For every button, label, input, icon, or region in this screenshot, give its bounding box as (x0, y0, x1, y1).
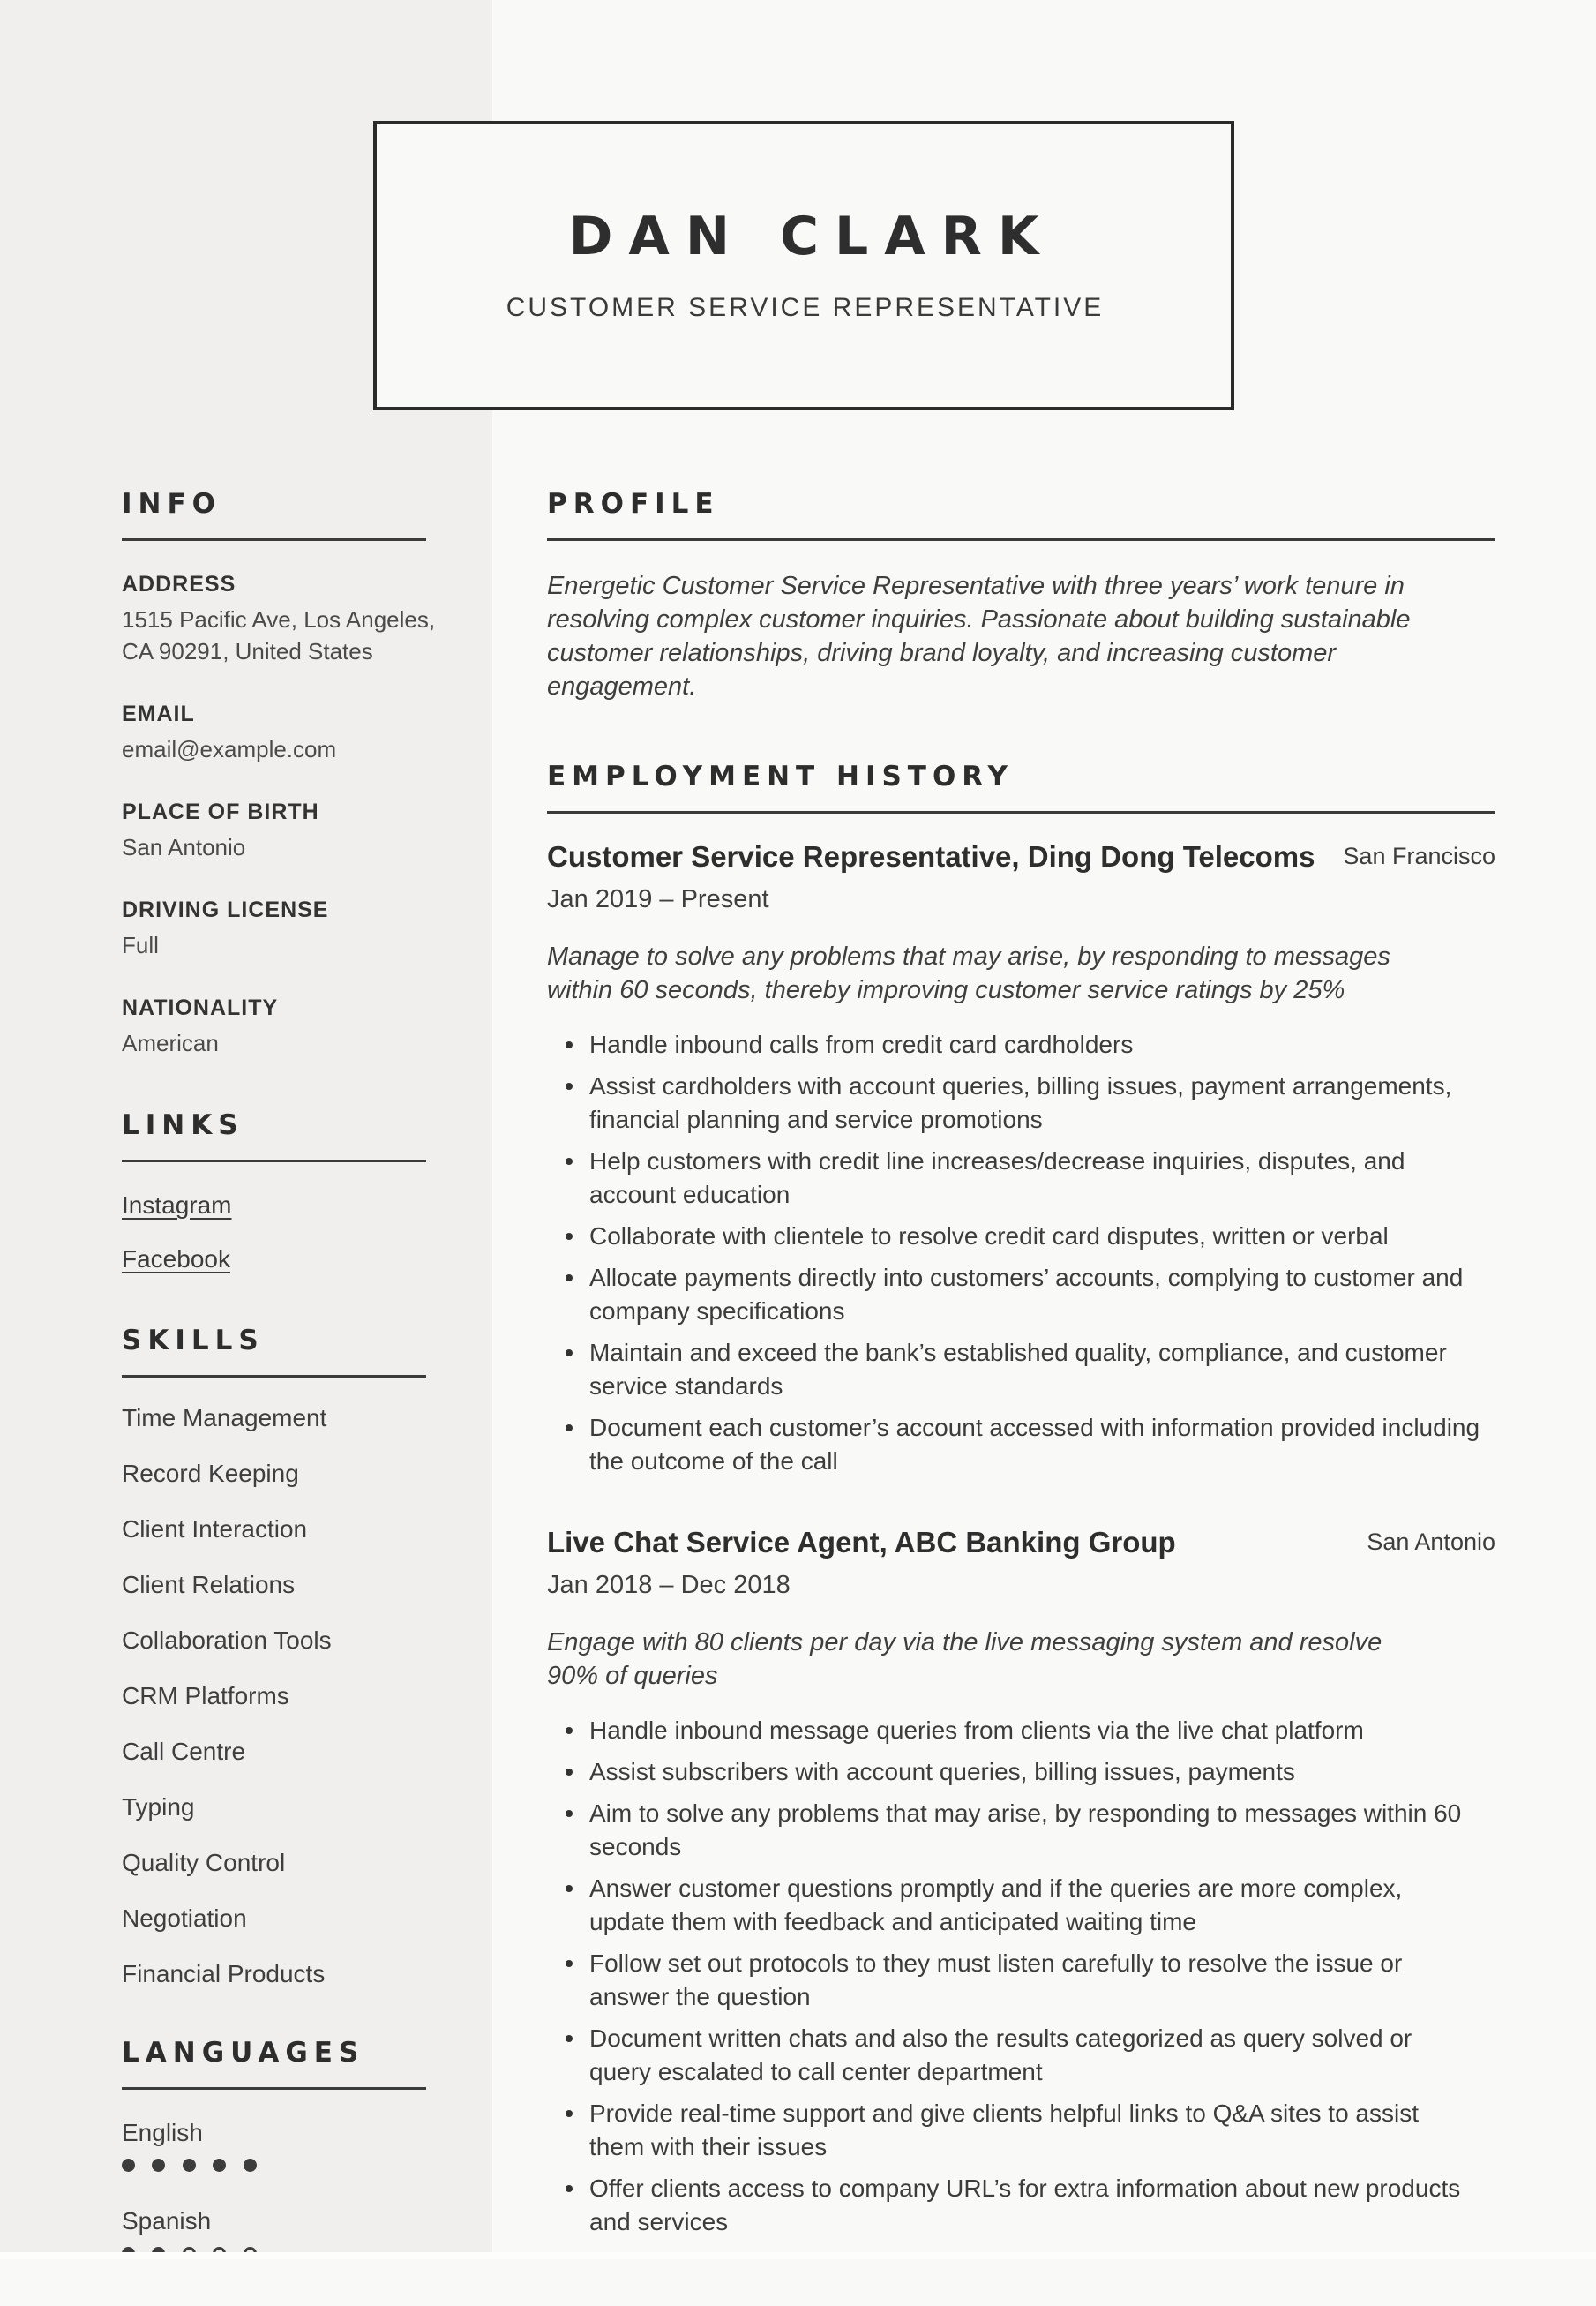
info-field-value: San Antonio (122, 834, 246, 860)
job-location: San Francisco (1343, 843, 1495, 869)
section-divider (122, 2087, 426, 2090)
info-field (122, 799, 475, 863)
info-field (122, 995, 475, 1059)
job-header (547, 837, 1495, 876)
skill-item: Record Keeping (122, 1460, 299, 1487)
languages-heading: LANGUAGES (122, 2037, 365, 2069)
job-dates: Jan 2019 – Present (547, 885, 769, 913)
job-list (547, 837, 1495, 2239)
info-field-value: email@example.com (122, 736, 337, 762)
links-list (122, 1191, 475, 1274)
job-bullet: Aim to solve any problems that may arise, by responding to messages within 60 seconds (547, 1797, 1480, 1864)
level-dot-icon (244, 2159, 257, 2172)
job-bullet: Handle inbound calls from credit card cardholders (547, 1028, 1480, 1062)
sidebar (122, 487, 475, 2306)
language-level-dots (122, 2159, 475, 2173)
skill-item: Time Management (122, 1404, 327, 1431)
links-heading: LINKS (122, 1109, 244, 1141)
language-item (122, 2208, 475, 2257)
skill-item: Negotiation (122, 1904, 247, 1932)
skill-item: Client Relations (122, 1571, 296, 1598)
section-divider (122, 1375, 426, 1378)
person-job-title: CUSTOMER SERVICE REPRESENTATIVE (506, 293, 1105, 322)
languages-section (122, 2036, 475, 2257)
job-bullet: Allocate payments directly into customers’ accounts, complying to customer and company specifications (547, 1261, 1480, 1328)
skill-item: Client Interaction (122, 1515, 308, 1543)
skill-item: Call Centre (122, 1738, 246, 1765)
info-field (122, 571, 475, 667)
section-divider (547, 538, 1495, 541)
info-heading: INFO (122, 488, 222, 520)
job-bullet: Provide real-time support and give clients helpful links to Q&A sites to assist them with their issues (547, 2097, 1480, 2164)
links-section (122, 1108, 475, 1274)
job-bullet: Offer clients access to company URL’s for extra information about new products and services (547, 2172, 1480, 2239)
job-bullet: Assist cardholders with account queries, billing issues, payment arrangements, financial planning and service promotions (547, 1070, 1480, 1137)
job-title: Customer Service Representative, Ding Dong Telecoms (547, 840, 1315, 873)
info-field-value: American (122, 1030, 219, 1056)
skills-list (122, 1406, 475, 1987)
job-bullet: Document written chats and also the results categorized as query solved or query escalated to call center department (547, 2022, 1480, 2089)
job-summary: Engage with 80 clients per day via the live messaging system and resolve 90% of queries (547, 1628, 1382, 1690)
languages-list (122, 2120, 475, 2257)
info-field-label: EMAIL (122, 702, 195, 726)
social-link[interactable]: Facebook (122, 1245, 230, 1273)
profile-section (547, 487, 1495, 703)
job-dates: Jan 2018 – Dec 2018 (547, 1571, 791, 1599)
skills-heading: SKILLS (122, 1325, 265, 1356)
section-divider (122, 538, 426, 541)
level-dot-icon (183, 2159, 196, 2172)
info-field-label: DRIVING LICENSE (122, 898, 329, 922)
language-item (122, 2120, 475, 2173)
language-name: English (122, 2119, 203, 2146)
job-bullet: Document each customer’s account accessed with information provided including the outcome of the call (547, 1411, 1480, 1478)
job-entry (547, 837, 1495, 1478)
job-entry (547, 1522, 1495, 2239)
job-bullet: Handle inbound message queries from clients via the live chat platform (547, 1714, 1480, 1747)
job-header (547, 1522, 1495, 1562)
job-bullet: Assist subscribers with account queries, billing issues, payments (547, 1755, 1480, 1789)
language-name: Spanish (122, 2207, 212, 2235)
section-divider (547, 811, 1495, 814)
info-field-label: PLACE OF BIRTH (122, 800, 319, 824)
info-field-label: ADDRESS (122, 572, 236, 597)
info-field-value: Full (122, 932, 159, 958)
social-link[interactable]: Instagram (122, 1191, 232, 1219)
skill-item: Quality Control (122, 1849, 286, 1876)
level-dot-icon (152, 2159, 165, 2172)
name-header-box (373, 121, 1234, 410)
employment-section (547, 760, 1495, 2239)
section-divider (122, 1160, 426, 1162)
job-bullet-list (547, 1714, 1495, 2239)
skill-item: Typing (122, 1793, 195, 1821)
skill-item: Financial Products (122, 1960, 326, 1987)
employment-heading: EMPLOYMENT HISTORY (547, 761, 1014, 792)
job-title: Live Chat Service Agent, ABC Banking Group (547, 1526, 1176, 1559)
level-dot-icon (213, 2159, 226, 2172)
job-bullet: Maintain and exceed the bank’s established quality, compliance, and customer service standards (547, 1336, 1480, 1403)
main-column (547, 487, 1495, 2295)
info-section (122, 487, 475, 1059)
job-summary: Manage to solve any problems that may arise, by responding to messages within 60 seconds, thereby improving customer service ratings by 25% (547, 943, 1390, 1004)
profile-heading: PROFILE (547, 488, 720, 520)
skills-section (122, 1324, 475, 1987)
skill-item: CRM Platforms (122, 1682, 289, 1709)
page-bottom-edge (0, 2252, 1596, 2259)
skill-item: Collaboration Tools (122, 1626, 332, 1654)
job-bullet: Collaborate with clientele to resolve credit card disputes, written or verbal (547, 1220, 1480, 1253)
job-location: San Antonio (1367, 1529, 1495, 1555)
level-dot-icon (122, 2159, 135, 2172)
person-name: DAN CLARK (568, 206, 1055, 267)
info-field-label: NATIONALITY (122, 995, 279, 1020)
info-field (122, 701, 475, 765)
info-field-value: 1515 Pacific Ave, Los Angeles, CA 90291, United States (122, 606, 436, 665)
job-bullet-list (547, 1028, 1495, 1478)
job-bullet: Follow set out protocols to they must listen carefully to resolve the issue or answer the question (547, 1947, 1480, 2014)
profile-summary-text: Energetic Customer Service Representative with three years’ work tenure in resolving complex customer inquiries. Passionate about building sustainable customer relationships, driving brand loyalty, and increasing customer engagement. (547, 572, 1411, 701)
job-bullet: Help customers with credit line increases/decrease inquiries, disputes, and account education (547, 1145, 1480, 1212)
info-field (122, 897, 475, 961)
info-fields (122, 571, 475, 1059)
job-bullet: Answer customer questions promptly and if the queries are more complex, update them with feedback and anticipated waiting time (547, 1872, 1480, 1939)
